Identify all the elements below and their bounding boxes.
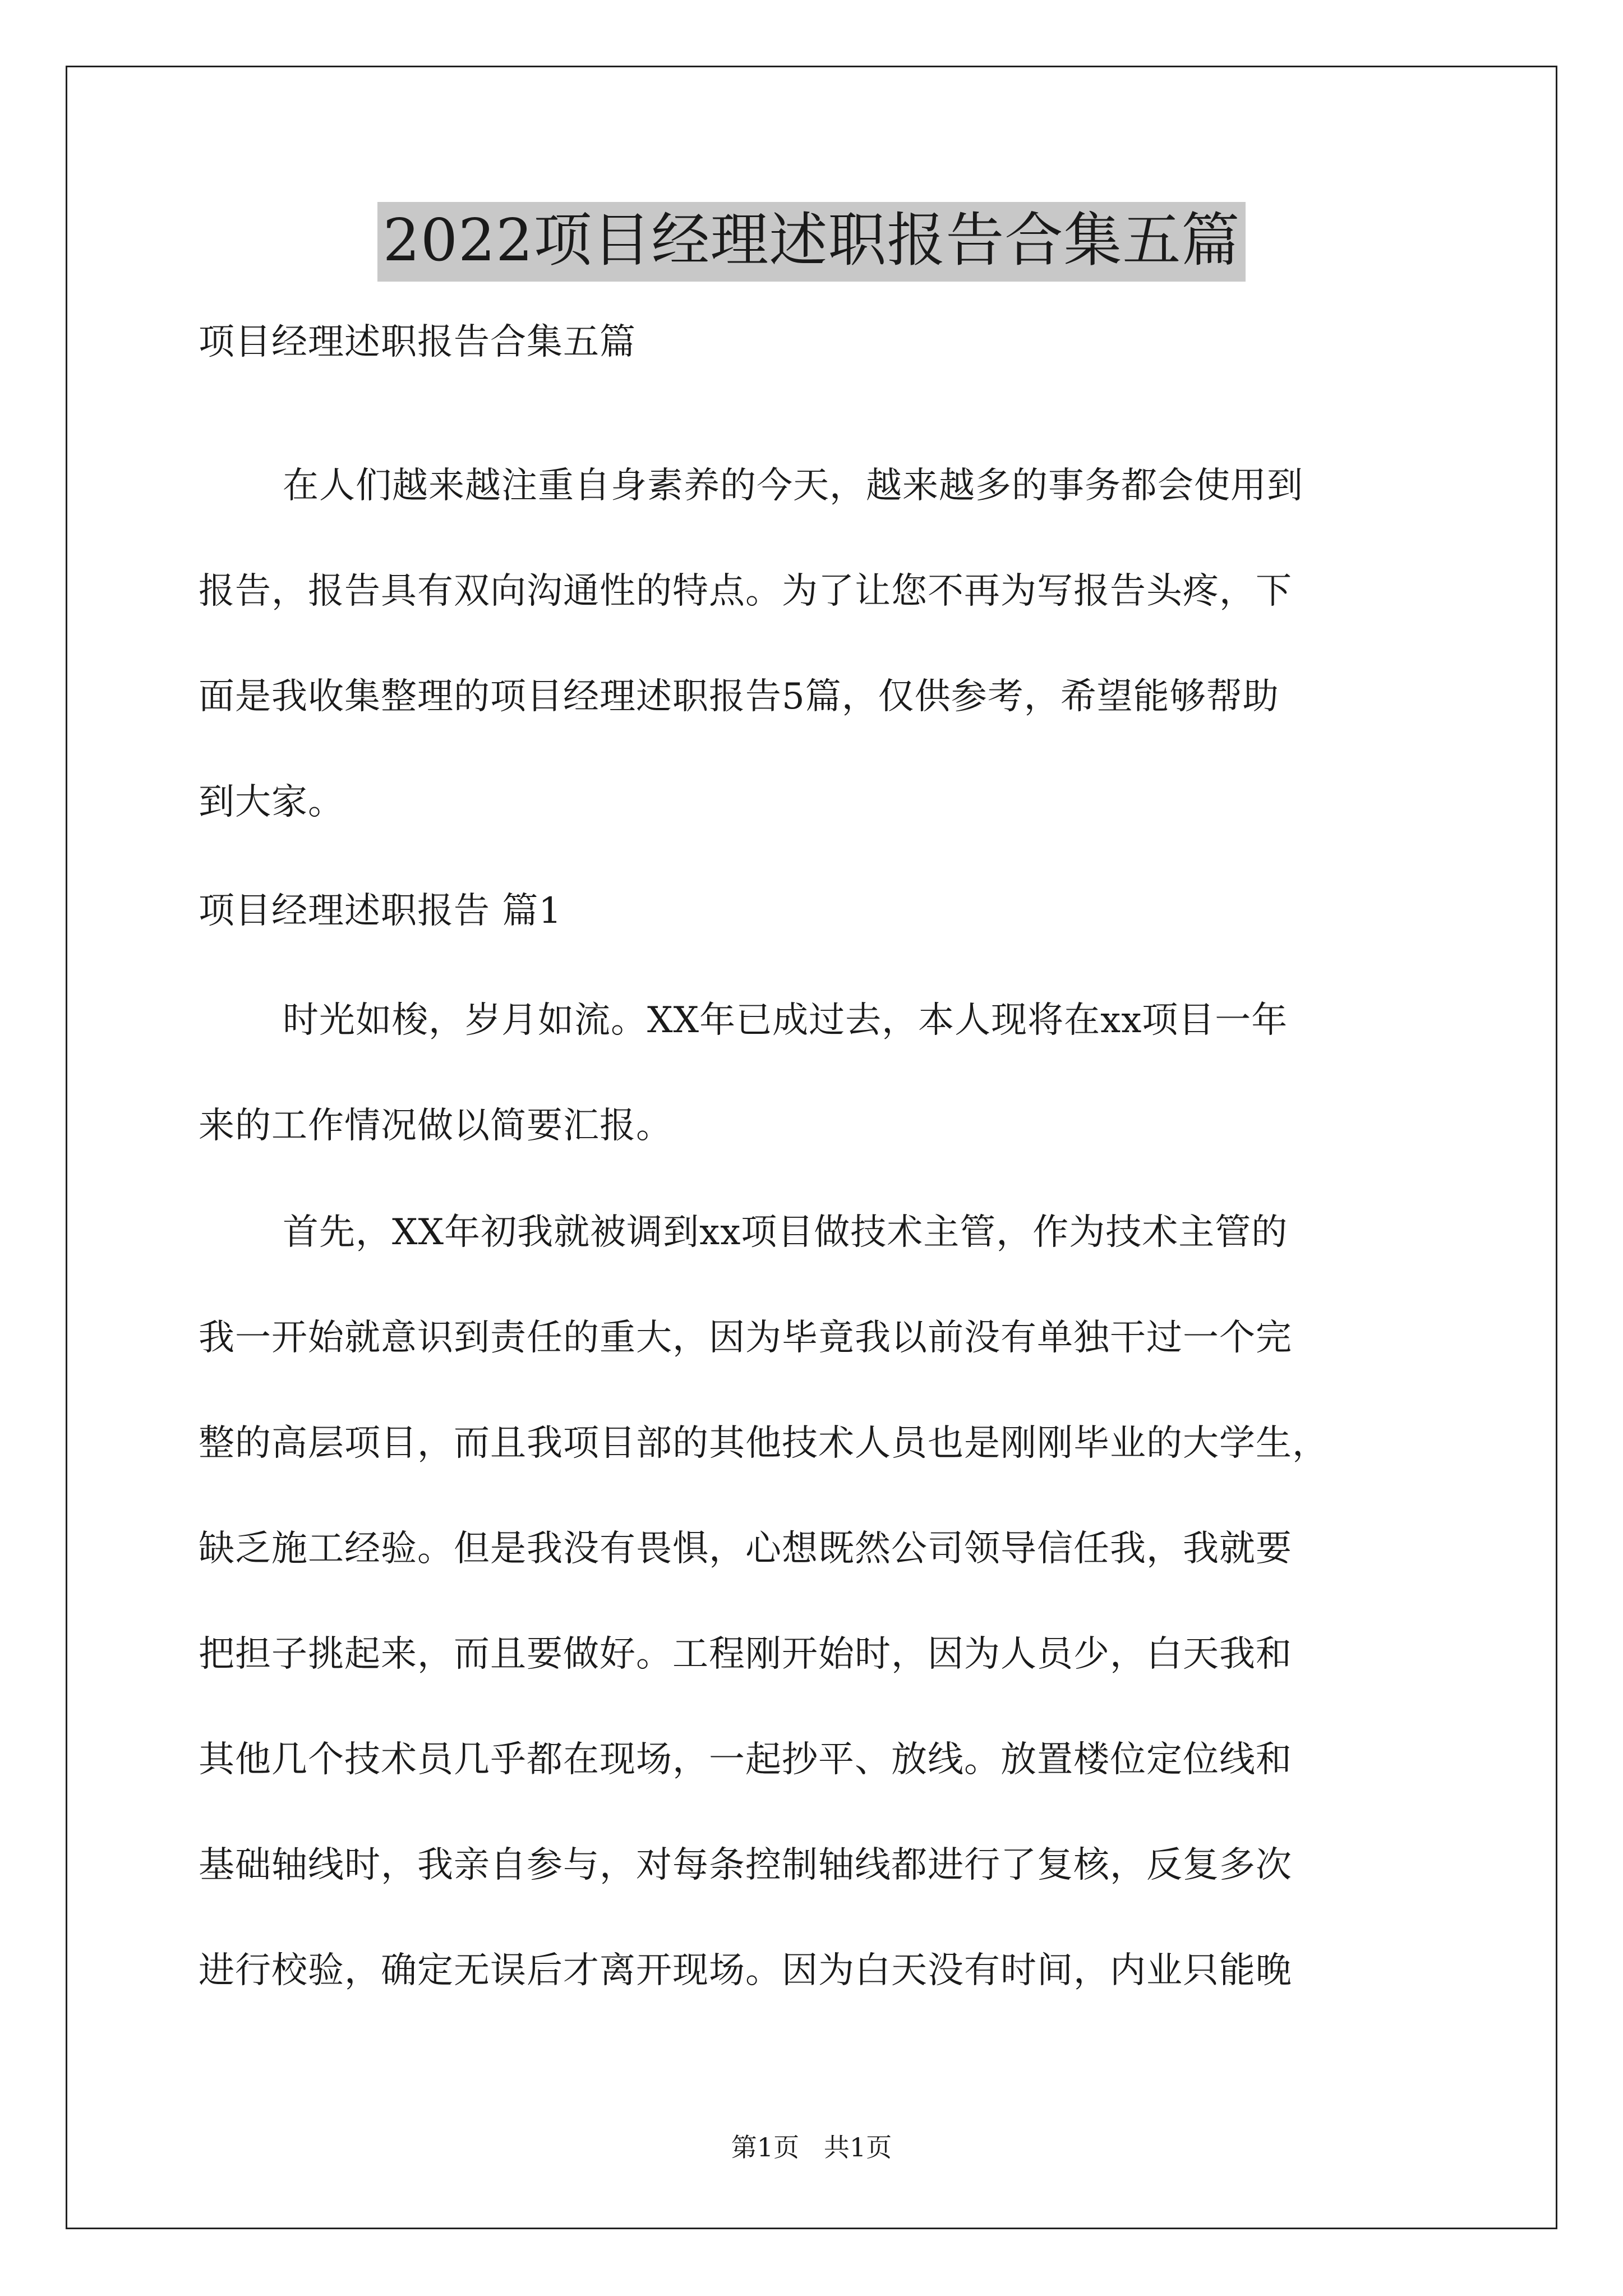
paragraph-line: 首先，XX年初我就被调到xx项目做技术主管，作为技术主管的 [283,1212,1288,1253]
paragraph-line: 进行校验，确定无误后才离开现场。因为白天没有时间，内业只能晚 [199,1950,1292,1991]
document-title-wrapper [0,202,1623,282]
section-heading: 项目经理述职报告 篇1 [199,890,562,932]
paragraph-line: 其他几个技术员几乎都在现场，一起抄平、放线。放置楼位定位线和 [199,1739,1292,1780]
paragraph-line: 我一开始就意识到责任的重大，因为毕竟我以前没有单独干过一个完 [199,1317,1292,1359]
intro-line: 在人们越来越注重自身素养的今天，越来越多的事务都会使用到 [283,465,1303,507]
intro-line: 到大家。 [199,781,344,823]
paragraph-line: 把担子挑起来，而且要做好。工程刚开始时，因为人员少，白天我和 [199,1634,1292,1675]
paragraph-1 [199,968,1432,1179]
paragraph-line: 时光如梭，岁月如流。XX年已成过去，本人现将在xx项目一年 [283,1000,1288,1041]
paragraph-line: 整的高层项目，而且我项目部的其他技术人员也是刚刚毕业的大学生， [199,1423,1329,1464]
intro-line: 面是我收集整理的项目经理述职报告5篇，仅供参考，希望能够帮助 [199,676,1279,717]
paragraph-line: 来的工作情况做以简要汇报。 [199,1105,672,1147]
paragraph-line: 缺乏施工经验。但是我没有畏惧，心想既然公司领导信任我，我就要 [199,1528,1292,1570]
intro-line: 报告，报告具有双向沟通性的特点。为了让您不再为写报告头疼，下 [199,570,1292,612]
intro-paragraph [199,433,1432,855]
paragraph-2 [199,1180,1432,2023]
page-footer: 第1页 共1页 [731,2132,892,2162]
document-title: 2022项目经理述职报告合集五篇 [377,202,1246,282]
paragraph-line: 基础轴线时，我亲自参与，对每条控制轴线都进行了复核，反复多次 [199,1844,1292,1886]
document-subtitle: 项目经理述职报告合集五篇 [199,321,636,363]
